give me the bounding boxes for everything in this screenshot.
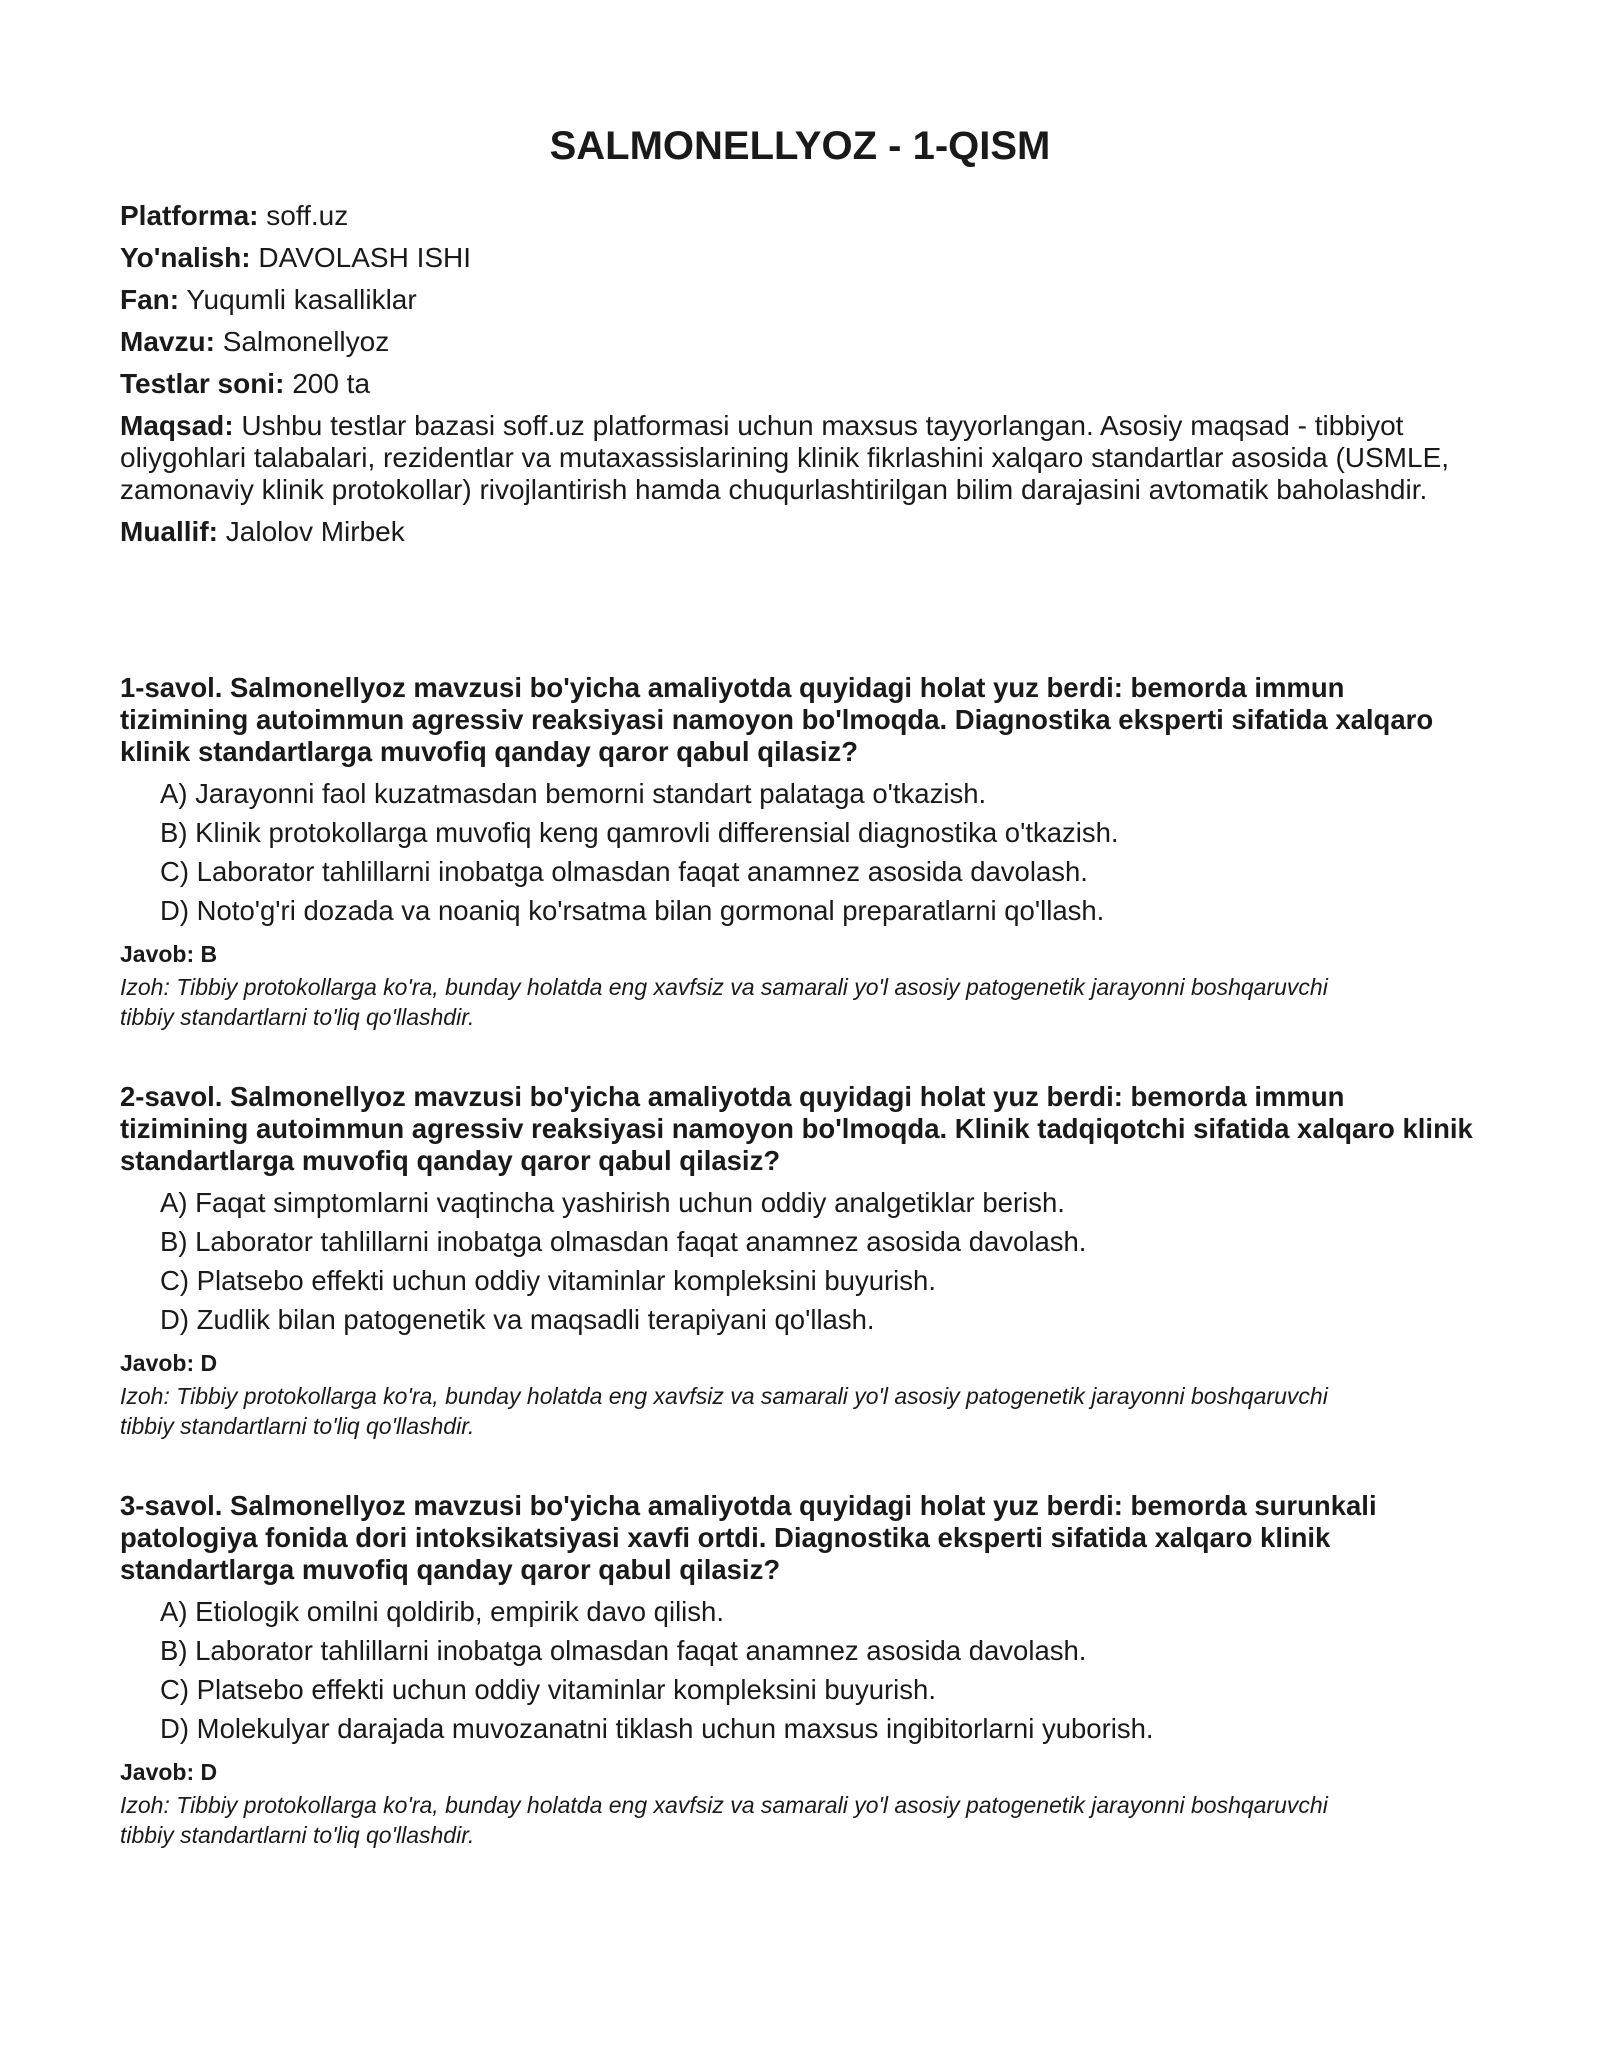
question-text: 1-savol. Salmonellyoz mavzusi bo'yicha amaliyotda quyidagi holat yuz berdi: bemorda immun tizimining autoimmun agressiv reaksiyasi namoyon bo'lmoqda. Diagnostika eksperti sifatida xalqaro klinik standartlarga muvofiq qanday qaror qabul qilasiz? xyxy=(120,672,1434,767)
meta-key: Platforma: xyxy=(120,200,259,231)
document-meta xyxy=(120,200,1460,558)
meta-author xyxy=(120,516,1460,548)
meta-key: Maqsad: xyxy=(120,410,234,441)
explanation-text: Izoh: Tibbiy protokollarga ko'ra, bunday holatda eng xavfsiz va samarali yo'l asosiy patogenetik jarayonni boshqaruvchi tibbiy standartlarni to'liq qo'llashdir. xyxy=(120,974,1328,1030)
option-a: A) Jarayonni faol kuzatmasdan bemorni standart palataga o'tkazish. xyxy=(160,778,987,809)
answer-options xyxy=(120,1187,1480,1343)
option-b: B) Laborator tahlillarni inobatga olmasdan faqat anamnez asosida davolash. xyxy=(160,1226,1087,1257)
meta-test-count xyxy=(120,368,1460,400)
explanation-text: Izoh: Tibbiy protokollarga ko'ra, bunday holatda eng xavfsiz va samarali yo'l asosiy patogenetik jarayonni boshqaruvchi tibbiy standartlarni to'liq qo'llashdir. xyxy=(120,1383,1328,1439)
meta-purpose xyxy=(120,410,1460,506)
meta-value: Yuqumli kasalliklar xyxy=(186,284,417,315)
meta-platform xyxy=(120,200,1460,232)
option-c: C) Platsebo effekti uchun oddiy vitaminlar kompleksini buyurish. xyxy=(160,1674,936,1705)
answer-key: Javob: D xyxy=(120,1759,218,1785)
option-d: D) Molekulyar darajada muvozanatni tiklash uchun maxsus ingibitorlarni yuborish. xyxy=(160,1713,1154,1744)
question-block xyxy=(120,1490,1480,1850)
meta-value: DAVOLASH ISHI xyxy=(258,242,472,273)
meta-value: Salmonellyoz xyxy=(222,326,390,357)
meta-value: Jalolov Mirbek xyxy=(225,516,405,547)
option-d: D) Noto'g'ri dozada va noaniq ko'rsatma bilan gormonal preparatlarni qo'llash. xyxy=(160,895,1105,926)
meta-topic xyxy=(120,326,1460,358)
meta-direction xyxy=(120,242,1460,274)
option-d: D) Zudlik bilan patogenetik va maqsadli terapiyani qo'llash. xyxy=(160,1304,875,1335)
question-block xyxy=(120,1081,1480,1441)
meta-key: Mavzu: xyxy=(120,326,215,357)
option-a: A) Etiologik omilni qoldirib, empirik davo qilish. xyxy=(160,1596,724,1627)
question-block xyxy=(120,672,1480,1032)
answer-options xyxy=(120,778,1480,934)
option-b: B) Klinik protokollarga muvofiq keng qamrovli differensial diagnostika o'tkazish. xyxy=(160,817,1119,848)
meta-key: Fan: xyxy=(120,284,180,315)
meta-value: 200 ta xyxy=(292,368,371,399)
option-c: C) Platsebo effekti uchun oddiy vitaminlar kompleksini buyurish. xyxy=(160,1265,936,1296)
meta-subject xyxy=(120,284,1460,316)
meta-key: Testlar soni: xyxy=(120,368,285,399)
option-a: A) Faqat simptomlarni vaqtincha yashirish uchun oddiy analgetiklar berish. xyxy=(160,1187,1065,1218)
answer-key: Javob: D xyxy=(120,1350,218,1376)
explanation-text: Izoh: Tibbiy protokollarga ko'ra, bunday holatda eng xavfsiz va samarali yo'l asosiy patogenetik jarayonni boshqaruvchi tibbiy standartlarni to'liq qo'llashdir. xyxy=(120,1792,1328,1848)
document-title: SALMONELLYOZ - 1-QISM xyxy=(549,124,1051,168)
meta-value: Ushbu testlar bazasi soff.uz platformasi uchun maxsus tayyorlangan. Asosiy maqsad - tibbiyot oliygohlari talabalari, rezidentlar va mutaxassislarining klinik fikrlashini xalqaro standartlar asosida (USMLE, zamonaviy klinik protokollar) rivojlantirish hamda chuqurlashtirilgan bilim darajasini avtomatik baholashdir. xyxy=(120,410,1450,505)
answer-key: Javob: B xyxy=(120,941,218,967)
meta-key: Muallif: xyxy=(120,516,218,547)
question-text: 3-savol. Salmonellyoz mavzusi bo'yicha amaliyotda quyidagi holat yuz berdi: bemorda surunkali patologiya fonida dori intoksikatsiyasi xavfi ortdi. Diagnostika eksperti sifatida xalqaro klinik standartlarga muvofiq qanday qaror qabul qilasiz? xyxy=(120,1490,1377,1585)
meta-key: Yo'nalish: xyxy=(120,242,251,273)
answer-options xyxy=(120,1596,1480,1752)
question-text: 2-savol. Salmonellyoz mavzusi bo'yicha amaliyotda quyidagi holat yuz berdi: bemorda immun tizimining autoimmun agressiv reaksiyasi namoyon bo'lmoqda. Klinik tadqiqotchi sifatida xalqaro klinik standartlarga muvofiq qanday qaror qabul qilasiz? xyxy=(120,1081,1473,1176)
option-c: C) Laborator tahlillarni inobatga olmasdan faqat anamnez asosida davolash. xyxy=(160,856,1088,887)
option-b: B) Laborator tahlillarni inobatga olmasdan faqat anamnez asosida davolash. xyxy=(160,1635,1087,1666)
meta-value: soff.uz xyxy=(266,200,349,231)
